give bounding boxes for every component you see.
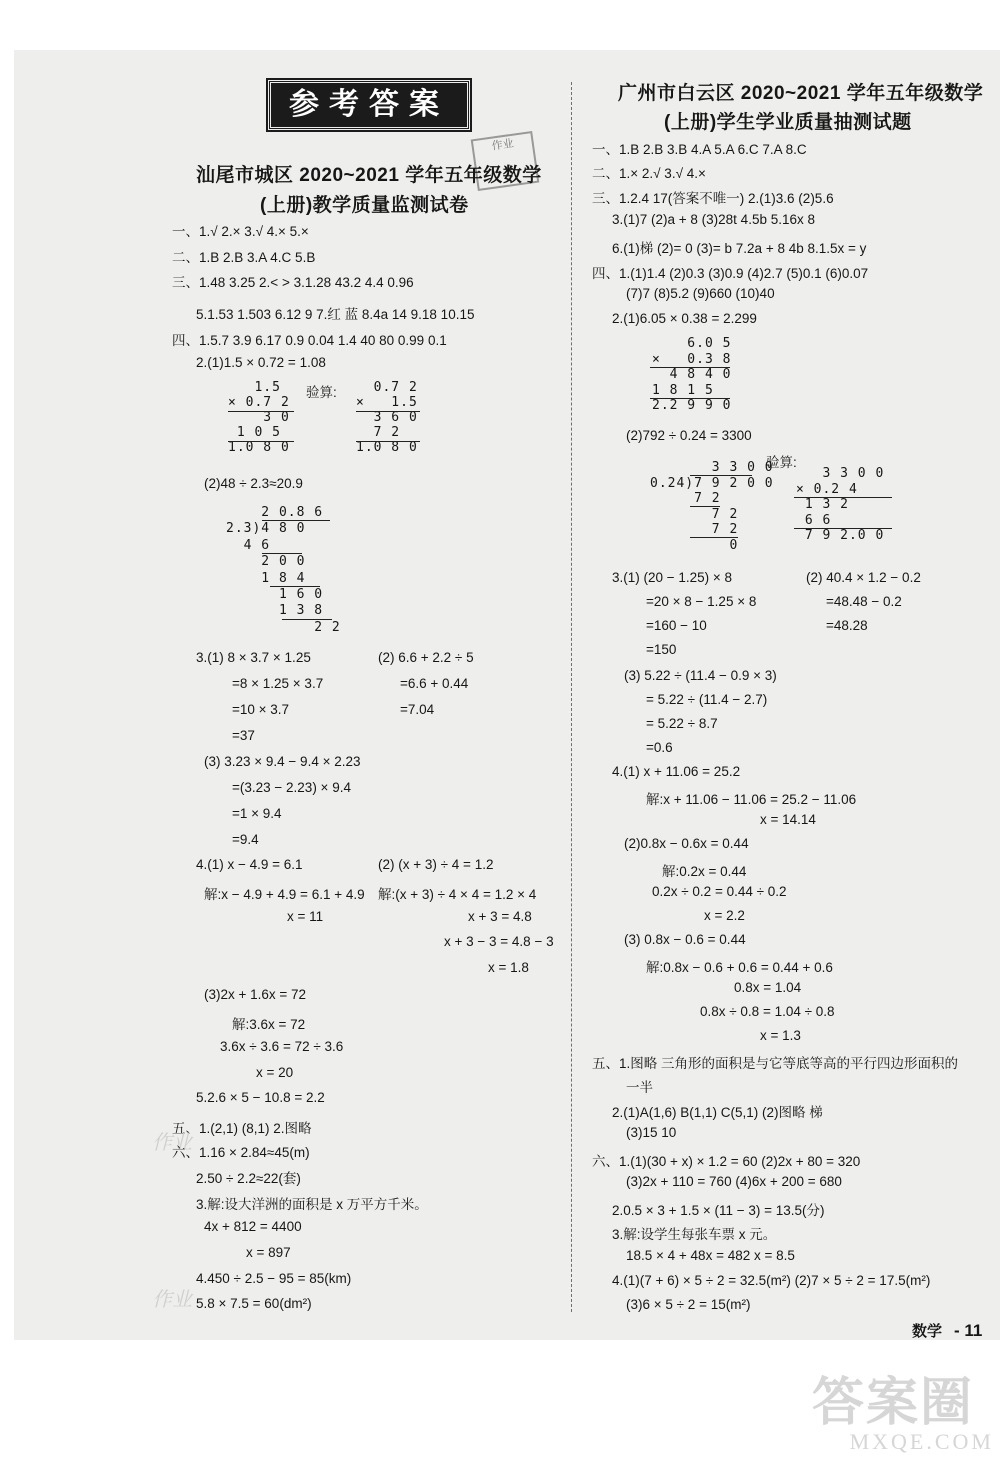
logo-text: 答案圈 <box>812 1375 975 1432</box>
right-line: 3.(1) (20 − 1.25) × 8 <box>612 570 733 585</box>
calc-rule <box>650 398 730 399</box>
left-line: x = 11 <box>287 909 324 924</box>
calc-rule <box>650 367 730 368</box>
left-line: 3.解:设大洋洲的面积是 x 万平方千米。 <box>196 1197 428 1212</box>
right-line: (3) 5.22 ÷ (11.4 − 0.9 × 3) <box>624 668 777 683</box>
watermark-text: 作业 <box>152 1289 192 1311</box>
calc-rule <box>282 619 332 620</box>
right-line: =20 × 8 − 1.25 × 8 <box>646 594 757 609</box>
left-line: 5.8 × 7.5 = 60(dm²) <box>196 1296 312 1311</box>
left-line: x = 20 <box>256 1065 294 1080</box>
page-footer <box>912 1320 982 1341</box>
left-line: (3) 3.23 × 9.4 − 9.4 × 2.23 <box>204 754 361 769</box>
left-line: 一、1.√ 2.× 3.√ 4.× 5.× <box>172 224 309 239</box>
column-divider <box>571 82 572 1312</box>
left-line: =6.6 + 0.44 <box>400 676 469 691</box>
calc-rule <box>690 506 720 507</box>
left-line: =9.4 <box>232 832 259 847</box>
calc-rule <box>794 497 892 498</box>
left-line: 2.50 ÷ 2.2≈22(套) <box>196 1171 301 1186</box>
vertical-calc-2: 0.7 2 × 1.5 3 6 0 7 2 1.0 8 0 <box>356 380 418 455</box>
right-line: (2)792 ÷ 0.24 = 3300 <box>626 428 752 443</box>
right-title-1: 广州市白云区 2020~2021 学年五年级数学 <box>618 83 984 104</box>
left-line: =1 × 9.4 <box>232 806 282 821</box>
left-line: (2) 6.6 + 2.2 ÷ 5 <box>378 650 474 665</box>
footer-subject: 数学 <box>912 1323 943 1340</box>
left-line: 4.450 ÷ 2.5 − 95 = 85(km) <box>196 1271 352 1286</box>
calc-rule <box>356 411 420 412</box>
calc-rule <box>794 528 892 529</box>
left-line: 解:3.6x = 72 <box>232 1017 306 1032</box>
left-line: 3.6x ÷ 3.6 = 72 ÷ 3.6 <box>220 1039 344 1054</box>
left-line: 5.2.6 × 5 − 10.8 = 2.2 <box>196 1090 325 1105</box>
stamp-mark: 作业 <box>471 131 540 191</box>
right-line: 0.8x ÷ 0.8 = 1.04 ÷ 0.8 <box>700 1004 835 1019</box>
right-line: =160 − 10 <box>646 618 707 633</box>
right-line: (3)2x + 110 = 760 (4)6x + 200 = 680 <box>626 1174 842 1189</box>
right-line: =150 <box>646 642 677 657</box>
watermark-text: 作业 <box>152 1132 192 1154</box>
left-line: 四、1.5.7 3.9 6.17 0.9 0.04 1.4 40 80 0.99 0.1 <box>172 333 447 348</box>
right-line: 2.(1)6.05 × 0.38 = 2.299 <box>612 311 757 326</box>
right-line: (3)6 × 5 ÷ 2 = 15(m²) <box>626 1297 751 1312</box>
right-line: 解:0.8x − 0.6 + 0.6 = 0.44 + 0.6 <box>646 960 833 975</box>
calc-rule <box>262 553 302 554</box>
left-line: 4x + 812 = 4400 <box>204 1219 302 1234</box>
left-line: 五、1.(2,1) (8,1) 2.图略 <box>172 1121 312 1136</box>
right-line: 6.(1)梯 (2)= 0 (3)= b 7.2a + 8 4b 8.1.5x = y <box>612 241 867 256</box>
left-line: x = 1.8 <box>488 960 529 975</box>
right-line: 2.(1)A(1,6) B(1,1) C(5,1) (2)图略 梯 <box>612 1105 823 1120</box>
logo-site: MXQE.COM <box>849 1429 994 1454</box>
left-line: 解:(x + 3) ÷ 4 × 4 = 1.2 × 4 <box>378 887 537 902</box>
left-line: x + 3 − 3 = 4.8 − 3 <box>444 934 554 949</box>
right-line: (3) 0.8x − 0.6 = 0.44 <box>624 932 746 947</box>
right-line: 18.5 × 4 + 48x = 482 x = 8.5 <box>626 1248 795 1263</box>
left-line: =7.04 <box>400 702 435 717</box>
vertical-calc-1: 1.5 × 0.7 2 3 0 1 0 5 1.0 8 0 <box>228 380 290 455</box>
vertical-calc-4: 3 3 0 0 × 0.2 4 1 3 2 6 6 7 9 2.0 0 <box>796 466 885 543</box>
right-line: x = 1.3 <box>760 1028 801 1043</box>
left-line: x = 897 <box>246 1245 291 1260</box>
answer-banner: 参考答案 <box>268 80 470 130</box>
left-line: =(3.23 − 2.23) × 9.4 <box>232 780 351 795</box>
right-title-2: (上册)学生学业质量抽测试题 <box>664 112 912 133</box>
right-line: 解:0.2x = 0.44 <box>662 864 747 879</box>
right-line: =48.28 <box>826 618 868 633</box>
right-line: 0.8x = 1.04 <box>734 980 802 995</box>
left-line: 4.(1) x − 4.9 = 6.1 <box>196 857 303 872</box>
long-division-1: 2 0.8 6 2.3)4 8 0 4 6 2 0 0 1 8 4 1 6 0 1 3 8 2 2 <box>226 505 341 635</box>
right-line: 4.(1) x + 11.06 = 25.2 <box>612 764 741 779</box>
long-division-2: 3 3 0 0 0.24)7 9 2 0 0 7 2 7 2 7 2 0 <box>650 460 774 553</box>
site-logo-watermark <box>812 1360 994 1468</box>
calc-rule <box>228 411 294 412</box>
left-line: 二、1.B 2.B 3.A 4.C 5.B <box>172 250 316 265</box>
left-line: =10 × 3.7 <box>232 702 290 717</box>
left-line: (3)2x + 1.6x = 72 <box>204 987 307 1002</box>
vertical-calc-3: 6.0 5 × 0.3 8 4 8 4 0 1 8 1 5 2.2 9 9 0 <box>652 336 732 413</box>
verify-label: 验算: <box>306 385 337 400</box>
calc-rule <box>690 537 738 538</box>
right-line: 三、1.2.4 17(答案不唯一) 2.(1)3.6 (2)5.6 <box>592 191 834 206</box>
right-line: = 5.22 ÷ 8.7 <box>646 716 718 731</box>
left-line: (2)48 ÷ 2.3≈20.9 <box>204 476 303 491</box>
division-bar <box>262 520 330 521</box>
left-line: 3.(1) 8 × 3.7 × 1.25 <box>196 650 311 665</box>
left-line: 解:x − 4.9 + 4.9 = 6.1 + 4.9 <box>204 887 365 902</box>
right-line: 二、1.× 2.√ 3.√ 4.× <box>592 166 706 181</box>
right-line: 六、1.(1)(30 + x) × 1.2 = 60 (2)2x + 80 = 320 <box>592 1154 861 1169</box>
division-bar <box>690 475 752 476</box>
footer-page-number: - 11 <box>954 1321 983 1340</box>
right-line: 四、1.(1)1.4 (2)0.3 (3)0.9 (4)2.7 (5)0.1 (6)0.07 <box>592 266 869 281</box>
left-line: =8 × 1.25 × 3.7 <box>232 676 324 691</box>
left-line: 5.1.53 1.503 6.12 9 7.红 蓝 8.4a 14 9.18 10.15 <box>196 307 475 322</box>
right-line: (3)15 10 <box>626 1125 677 1140</box>
left-line: =37 <box>232 728 255 743</box>
calc-rule <box>270 586 320 587</box>
right-line: =0.6 <box>646 740 673 755</box>
left-line: 2.(1)1.5 × 0.72 = 1.08 <box>196 355 326 370</box>
right-line: 五、1.图略 三角形的面积是与它等底等高的平行四边形面积的 <box>592 1056 959 1071</box>
right-line: (2)0.8x − 0.6x = 0.44 <box>624 836 749 851</box>
calc-rule <box>356 441 420 442</box>
right-line: = 5.22 ÷ (11.4 − 2.7) <box>646 692 768 707</box>
left-line: x + 3 = 4.8 <box>468 909 532 924</box>
right-line: 一、1.B 2.B 3.B 4.A 5.A 6.C 7.A 8.C <box>592 142 807 157</box>
right-line: 0.2x ÷ 0.2 = 0.44 ÷ 0.2 <box>652 884 787 899</box>
right-line: 一半 <box>626 1080 653 1095</box>
right-line: 解:x + 11.06 − 11.06 = 25.2 − 11.06 <box>646 792 857 807</box>
right-line: 4.(1)(7 + 6) × 5 ÷ 2 = 32.5(m²) (2)7 × 5 ÷ 2 = 17.5(m²) <box>612 1273 931 1288</box>
left-title-2: (上册)教学质量监测试卷 <box>260 195 469 216</box>
right-line: =48.48 − 0.2 <box>826 594 902 609</box>
calc-rule <box>228 441 294 442</box>
left-line: (2) (x + 3) ÷ 4 = 1.2 <box>378 857 494 872</box>
verify-label: 验算: <box>766 455 797 470</box>
left-line: 六、1.16 × 2.84≈45(m) <box>172 1145 310 1160</box>
left-title-1: 汕尾市城区 2020~2021 学年五年级数学 <box>196 165 542 186</box>
left-line: 三、1.48 3.25 2.< > 3.1.28 43.2 4.4 0.96 <box>172 275 414 290</box>
right-line: x = 14.14 <box>760 812 816 827</box>
right-line: (7)7 (8)5.2 (9)660 (10)40 <box>626 286 775 301</box>
right-line: (2) 40.4 × 1.2 − 0.2 <box>806 570 921 585</box>
right-line: 2.0.5 × 3 + 1.5 × (11 − 3) = 13.5(分) <box>612 1203 825 1218</box>
right-line: 3.解:设学生每张车票 x 元。 <box>612 1227 777 1242</box>
right-line: 3.(1)7 (2)a + 8 (3)28t 4.5b 5.16x 8 <box>612 212 815 227</box>
right-line: x = 2.2 <box>704 908 745 923</box>
